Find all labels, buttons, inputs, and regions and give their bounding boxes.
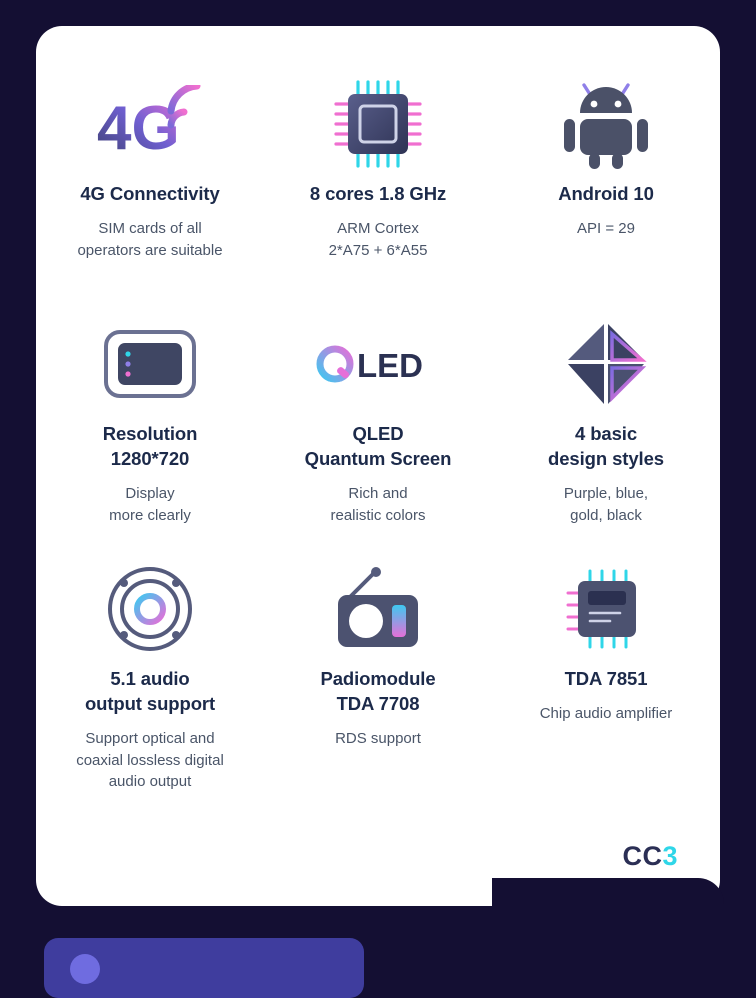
feature-subtitle: Support optical and coaxial lossless digital audio output [76,729,224,791]
feature-subtitle: API = 29 [577,219,635,237]
feature-title: TDA 7851 [564,668,648,689]
feature-title: Android 10 [558,183,654,204]
feature-title: Resolution 1280*720 [102,423,198,469]
feature-subtitle: ARM Cortex 2*A75 + 6*A55 [328,219,428,259]
feature-title: QLED Quantum Screen [304,423,452,469]
svg-text:LED: LED [357,347,423,384]
feature-title: 8 cores 1.8 GHz [309,183,447,204]
feature-title: 5.1 audio output support [84,668,216,714]
feature-item-qled [264,312,492,557]
feature-card [36,26,720,906]
speaker-icon [104,557,196,661]
feature-subtitle: Rich and realistic colors [330,484,426,524]
feature-item-amplifier [492,557,720,817]
svg-text:4G: 4G [97,94,180,163]
feature-grid [36,72,720,817]
feature-subtitle: Purple, blue, gold, black [563,484,649,524]
feature-item-audio-output [36,557,264,817]
feature-title: 4G Connectivity [80,183,220,204]
brand-logo [622,841,678,872]
feature-title: Padiomodule TDA 7708 [320,668,436,714]
display-screen-icon [104,312,196,416]
feature-subtitle: Chip audio amplifier [539,704,673,722]
card-corner-notch [492,878,724,912]
brand-logo-text: CC [622,841,663,871]
feature-item-resolution [36,312,264,557]
radio-module-icon [330,557,426,661]
design-styles-icon [560,312,652,416]
feature-title: 4 basic design styles [548,423,664,469]
cpu-chip-icon [330,72,426,176]
feature-item-android [492,72,720,312]
feature-subtitle: RDS support [335,729,421,747]
android-robot-icon [558,72,654,176]
feature-item-4g [36,72,264,312]
feature-item-radiomodule [264,557,492,817]
qled-logo-icon [313,312,443,416]
brand-logo-accent: 3 [662,841,678,871]
bottom-panel-dot [70,954,100,984]
feature-subtitle: Display more clearly [109,484,191,524]
feature-item-cpu [264,72,492,312]
amplifier-chip-icon [562,557,650,661]
4g-signal-icon [95,72,205,176]
feature-subtitle: SIM cards of all operators are suitable [77,219,223,259]
feature-item-design-styles [492,312,720,557]
